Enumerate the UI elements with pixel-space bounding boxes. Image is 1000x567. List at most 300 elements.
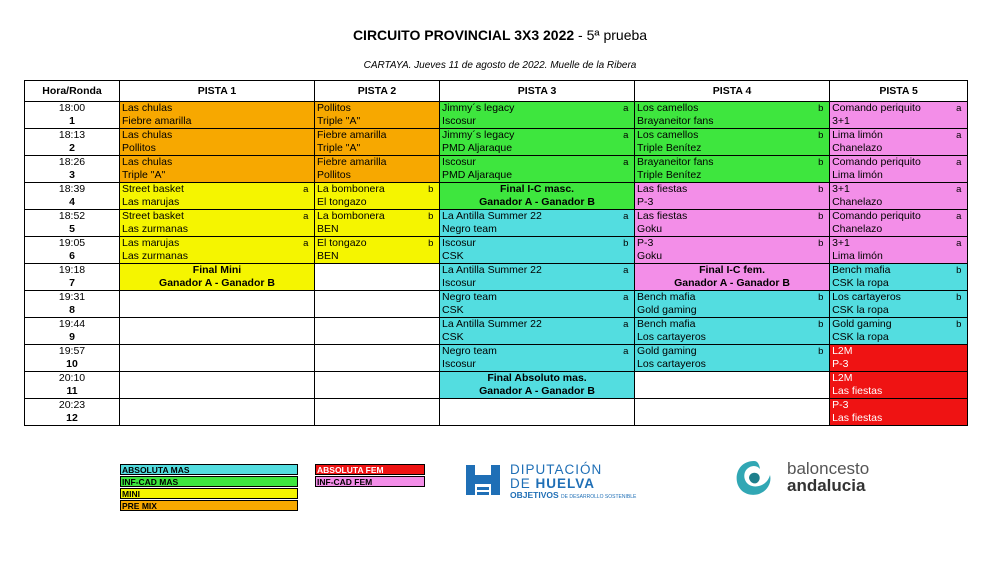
- group-letter-blank: [618, 412, 635, 426]
- team-home: L2M: [830, 372, 951, 386]
- group-letter-blank: [423, 115, 440, 129]
- group-letter-blank: [618, 358, 635, 372]
- team-away: Las fiestas: [830, 412, 951, 426]
- group-letter-blank: [423, 385, 440, 399]
- team-home: Fiebre amarilla: [315, 156, 423, 170]
- group-letter: [423, 264, 440, 278]
- group-letter-blank: [813, 196, 830, 210]
- baloncesto-line2: andalucia: [787, 476, 866, 495]
- team-home: P-3: [830, 399, 951, 413]
- slot-round: 12: [25, 412, 120, 426]
- schedule-body: [25, 102, 968, 426]
- team-home: Los camellos: [635, 129, 813, 143]
- team-away: Las fiestas: [830, 385, 951, 399]
- team-away: El tongazo: [315, 196, 423, 210]
- team-home: Los camellos: [635, 102, 813, 116]
- team-away: [315, 385, 423, 399]
- team-away: 3+1: [830, 115, 951, 129]
- col-header-time: Hora/Ronda: [25, 81, 120, 102]
- team-away: [120, 358, 298, 372]
- table-row: [25, 291, 968, 305]
- slot-round: 1: [25, 115, 120, 129]
- title-suffix: - 5ª prueba: [574, 27, 648, 43]
- team-away: Lima limón: [830, 169, 951, 183]
- baloncesto-line1: baloncesto: [787, 459, 870, 478]
- table-row: [25, 277, 968, 291]
- team-away: Las marujas: [120, 196, 298, 210]
- group-letter-blank: [951, 196, 968, 210]
- team-home: Iscosur: [440, 237, 618, 251]
- group-letter-blank: [298, 142, 315, 156]
- group-letter-blank: [423, 331, 440, 345]
- slot-round: 9: [25, 331, 120, 345]
- group-letter: [951, 372, 968, 386]
- team-away: Pollitos: [315, 169, 423, 183]
- table-row: [25, 196, 968, 210]
- team-home: Bench mafia: [635, 291, 813, 305]
- table-row: [25, 372, 968, 386]
- group-letter-blank: [618, 304, 635, 318]
- team-away: [120, 331, 298, 345]
- group-letter: b: [423, 237, 440, 251]
- team-away: Chanelazo: [830, 223, 951, 237]
- group-letter: [298, 129, 315, 143]
- team-home: Las fiestas: [635, 210, 813, 224]
- table-row: [25, 358, 968, 372]
- team-away: Iscosur: [440, 277, 618, 291]
- table-row: [25, 412, 968, 426]
- team-home: Los cartayeros: [830, 291, 951, 305]
- category-legend: [120, 464, 425, 512]
- team-home: Las fiestas: [635, 183, 813, 197]
- group-letter: [951, 399, 968, 413]
- team-away: CSK la ropa: [830, 331, 951, 345]
- group-letter: a: [298, 183, 315, 197]
- team-away: Los cartayeros: [635, 358, 813, 372]
- team-home: [120, 318, 298, 332]
- team-away: Negro team: [440, 223, 618, 237]
- page-title: [0, 27, 1000, 43]
- group-letter-blank: [813, 250, 830, 264]
- slot-round: 7: [25, 277, 120, 291]
- team-away: Triple "A": [315, 142, 423, 156]
- team-away: Goku: [635, 250, 813, 264]
- group-letter-blank: [298, 304, 315, 318]
- table-row: [25, 102, 968, 116]
- group-letter: [423, 156, 440, 170]
- team-home: Comando periquito: [830, 102, 951, 116]
- table-row: [25, 345, 968, 359]
- group-letter: [298, 291, 315, 305]
- schedule-table: [24, 80, 968, 426]
- team-home: Comando periquito: [830, 210, 951, 224]
- team-away: [315, 358, 423, 372]
- team-home: La bombonera: [315, 210, 423, 224]
- team-home: [315, 372, 423, 386]
- group-letter-blank: [298, 331, 315, 345]
- slot-time: 19:05: [25, 237, 120, 251]
- group-letter-blank: [618, 331, 635, 345]
- group-letter: a: [298, 237, 315, 251]
- col-header-pista-2: PISTA 2: [315, 81, 440, 102]
- group-letter-blank: [813, 412, 830, 426]
- slot-round: 4: [25, 196, 120, 210]
- group-letter-blank: [423, 223, 440, 237]
- group-letter-blank: [423, 169, 440, 183]
- table-row: [25, 331, 968, 345]
- group-letter: a: [951, 237, 968, 251]
- team-away: Chanelazo: [830, 196, 951, 210]
- group-letter: [813, 399, 830, 413]
- group-letter: a: [618, 264, 635, 278]
- team-home: La bombonera: [315, 183, 423, 197]
- team-away: Gold gaming: [635, 304, 813, 318]
- diputacion-line1: DIPUTACIÓN: [510, 462, 603, 477]
- team-home: Las marujas: [120, 237, 298, 251]
- group-letter: [423, 318, 440, 332]
- team-away: Lima limón: [830, 250, 951, 264]
- baloncesto-andalucia-logo: [733, 456, 893, 500]
- legend-item: PRE MIX: [120, 500, 298, 511]
- slot-round: 8: [25, 304, 120, 318]
- team-home: P-3: [635, 237, 813, 251]
- slot-round: 2: [25, 142, 120, 156]
- group-letter-blank: [813, 331, 830, 345]
- team-away: [315, 412, 423, 426]
- group-letter: b: [423, 183, 440, 197]
- group-letter-blank: [423, 304, 440, 318]
- group-letter: a: [951, 210, 968, 224]
- group-letter: b: [813, 183, 830, 197]
- group-letter-blank: [951, 250, 968, 264]
- team-away: CSK la ropa: [830, 304, 951, 318]
- group-letter: a: [951, 156, 968, 170]
- group-letter-blank: [951, 412, 968, 426]
- group-letter-blank: [618, 142, 635, 156]
- team-home: [440, 399, 618, 413]
- team-home: 3+1: [830, 237, 951, 251]
- group-letter-blank: [298, 115, 315, 129]
- team-away: Triple "A": [120, 169, 298, 183]
- group-letter: [298, 156, 315, 170]
- team-away: [315, 304, 423, 318]
- team-away: PMD Aljaraque: [440, 169, 618, 183]
- group-letter: [298, 318, 315, 332]
- group-letter: a: [618, 129, 635, 143]
- team-home: Las chulas: [120, 102, 298, 116]
- team-away: [120, 304, 298, 318]
- diputacion-h-icon: [463, 463, 503, 497]
- baloncesto-swirl-icon: [733, 458, 775, 498]
- slot-time: 18:26: [25, 156, 120, 170]
- group-letter: b: [813, 210, 830, 224]
- table-row: [25, 264, 968, 278]
- slot-time: 19:18: [25, 264, 120, 278]
- table-row: [25, 223, 968, 237]
- table-row: [25, 210, 968, 224]
- team-away: [120, 412, 298, 426]
- col-header-pista-4: PISTA 4: [635, 81, 830, 102]
- group-letter-blank: [951, 385, 968, 399]
- col-header-pista-5: PISTA 5: [830, 81, 968, 102]
- table-row: [25, 250, 968, 264]
- group-letter-blank: [298, 385, 315, 399]
- legend-item: MINI: [120, 488, 298, 499]
- group-letter-blank: [423, 142, 440, 156]
- group-letter: [298, 345, 315, 359]
- group-letter: b: [951, 318, 968, 332]
- team-home: Iscosur: [440, 156, 618, 170]
- group-letter: a: [618, 210, 635, 224]
- final-matchup: Ganador A - Ganador B: [120, 277, 315, 291]
- table-row: [25, 142, 968, 156]
- team-home: L2M: [830, 345, 951, 359]
- team-home: [120, 345, 298, 359]
- group-letter-blank: [298, 196, 315, 210]
- col-header-pista-3: PISTA 3: [440, 81, 635, 102]
- group-letter: [618, 399, 635, 413]
- team-away: CSK: [440, 304, 618, 318]
- team-home: Lima limón: [830, 129, 951, 143]
- group-letter-blank: [298, 412, 315, 426]
- team-away: PMD Aljaraque: [440, 142, 618, 156]
- team-away: [315, 331, 423, 345]
- team-home: La Antilla Summer 22: [440, 318, 618, 332]
- team-away: Triple Benítez: [635, 169, 813, 183]
- group-letter-blank: [951, 169, 968, 183]
- group-letter: b: [813, 345, 830, 359]
- slot-time: 20:23: [25, 399, 120, 413]
- group-letter-blank: [618, 223, 635, 237]
- group-letter: b: [423, 210, 440, 224]
- group-letter: b: [813, 291, 830, 305]
- final-matchup: Ganador A - Ganador B: [635, 277, 830, 291]
- group-letter-blank: [618, 277, 635, 291]
- team-home: Pollitos: [315, 102, 423, 116]
- group-letter-blank: [951, 223, 968, 237]
- team-away: [440, 412, 618, 426]
- team-away: Triple "A": [315, 115, 423, 129]
- slot-round: 11: [25, 385, 120, 399]
- group-letter: a: [951, 129, 968, 143]
- slot-time: 20:10: [25, 372, 120, 386]
- team-away: Iscosur: [440, 115, 618, 129]
- slot-round: 10: [25, 358, 120, 372]
- diputacion-huelva-logo: [463, 460, 637, 502]
- group-letter-blank: [423, 250, 440, 264]
- team-home: [120, 291, 298, 305]
- team-away: Iscosur: [440, 358, 618, 372]
- group-letter-blank: [423, 277, 440, 291]
- team-home: [315, 264, 423, 278]
- team-home: Comando periquito: [830, 156, 951, 170]
- team-home: Bench mafia: [830, 264, 951, 278]
- group-letter-blank: [618, 250, 635, 264]
- diputacion-objetivos: OBJETIVOS: [510, 490, 559, 500]
- team-away: Fiebre amarilla: [120, 115, 298, 129]
- group-letter: a: [618, 345, 635, 359]
- slot-time: 18:52: [25, 210, 120, 224]
- final-matchup: Ganador A - Ganador B: [440, 385, 635, 399]
- team-away: P-3: [635, 196, 813, 210]
- team-away: Triple Benítez: [635, 142, 813, 156]
- final-title: Final Mini: [120, 264, 315, 278]
- group-letter: [298, 102, 315, 116]
- team-home: [120, 399, 298, 413]
- group-letter: b: [813, 156, 830, 170]
- group-letter-blank: [423, 196, 440, 210]
- team-home: Gold gaming: [830, 318, 951, 332]
- team-away: Las zurmanas: [120, 223, 298, 237]
- group-letter: [423, 102, 440, 116]
- team-away: P-3: [830, 358, 951, 372]
- diputacion-line2: [510, 476, 595, 491]
- legend-item: ABSOLUTA MAS: [120, 464, 298, 475]
- team-home: Street basket: [120, 210, 298, 224]
- team-home: [635, 399, 813, 413]
- slot-time: 19:44: [25, 318, 120, 332]
- legend-item: INF-CAD FEM: [315, 476, 425, 487]
- page-subtitle: CARTAYA. Jueves 11 de agosto de 2022. Muelle de la Ribera: [363, 60, 637, 71]
- table-row: [25, 399, 968, 413]
- table-row: [25, 385, 968, 399]
- group-letter: b: [813, 318, 830, 332]
- team-home: Brayaneitor fans: [635, 156, 813, 170]
- team-home: Bench mafia: [635, 318, 813, 332]
- team-home: [635, 372, 813, 386]
- team-away: CSK: [440, 331, 618, 345]
- group-letter-blank: [813, 358, 830, 372]
- table-row: [25, 129, 968, 143]
- group-letter-blank: [813, 115, 830, 129]
- team-home: Jimmy´s legacy: [440, 129, 618, 143]
- group-letter: [298, 399, 315, 413]
- legend-item: ABSOLUTA FEM: [315, 464, 425, 475]
- group-letter: b: [813, 237, 830, 251]
- group-letter-blank: [951, 142, 968, 156]
- team-home: [315, 291, 423, 305]
- table-row: [25, 156, 968, 170]
- team-home: [315, 399, 423, 413]
- slot-time: 18:13: [25, 129, 120, 143]
- team-home: Negro team: [440, 345, 618, 359]
- team-home: Las chulas: [120, 129, 298, 143]
- table-row: [25, 183, 968, 197]
- group-letter-blank: [298, 358, 315, 372]
- group-letter-blank: [423, 412, 440, 426]
- header-row: [25, 81, 968, 102]
- team-away: [120, 385, 298, 399]
- diputacion-line3: [510, 490, 636, 500]
- table-row: [25, 304, 968, 318]
- group-letter: b: [951, 291, 968, 305]
- team-home: Street basket: [120, 183, 298, 197]
- team-away: [635, 385, 813, 399]
- group-letter-blank: [951, 304, 968, 318]
- final-matchup: Ganador A - Ganador B: [440, 196, 635, 210]
- group-letter: [423, 372, 440, 386]
- group-letter: a: [618, 318, 635, 332]
- group-letter: a: [951, 102, 968, 116]
- team-away: CSK: [440, 250, 618, 264]
- group-letter-blank: [951, 277, 968, 291]
- final-title: Final I-C fem.: [635, 264, 830, 278]
- group-letter-blank: [813, 385, 830, 399]
- group-letter-blank: [423, 358, 440, 372]
- group-letter-blank: [618, 169, 635, 183]
- team-home: [120, 372, 298, 386]
- team-home: Jimmy´s legacy: [440, 102, 618, 116]
- group-letter: b: [813, 102, 830, 116]
- group-letter: [951, 345, 968, 359]
- diputacion-ods: DE DESARROLLO SOSTENIBLE: [561, 494, 637, 500]
- team-away: Las zurmanas: [120, 250, 298, 264]
- group-letter: [423, 291, 440, 305]
- group-letter: b: [618, 237, 635, 251]
- team-away: CSK la ropa: [830, 277, 951, 291]
- table-row: [25, 169, 968, 183]
- team-home: La Antilla Summer 22: [440, 264, 618, 278]
- slot-time: 19:57: [25, 345, 120, 359]
- team-home: Fiebre amarilla: [315, 129, 423, 143]
- group-letter-blank: [951, 331, 968, 345]
- group-letter: a: [951, 183, 968, 197]
- group-letter: a: [618, 291, 635, 305]
- team-home: 3+1: [830, 183, 951, 197]
- slot-round: 5: [25, 223, 120, 237]
- group-letter: [423, 129, 440, 143]
- legend-item: INF-CAD MAS: [120, 476, 298, 487]
- col-header-pista-1: PISTA 1: [120, 81, 315, 102]
- team-away: [315, 277, 423, 291]
- slot-time: 19:31: [25, 291, 120, 305]
- final-title: Final Absoluto mas.: [440, 372, 635, 386]
- table-row: [25, 237, 968, 251]
- team-away: Pollitos: [120, 142, 298, 156]
- team-home: El tongazo: [315, 237, 423, 251]
- slot-time: 18:39: [25, 183, 120, 197]
- team-away: Los cartayeros: [635, 331, 813, 345]
- group-letter-blank: [813, 223, 830, 237]
- group-letter: [423, 345, 440, 359]
- team-away: BEN: [315, 250, 423, 264]
- group-letter: [298, 372, 315, 386]
- group-letter-blank: [951, 115, 968, 129]
- group-letter: a: [618, 102, 635, 116]
- group-letter: b: [951, 264, 968, 278]
- group-letter: [423, 399, 440, 413]
- group-letter: b: [813, 129, 830, 143]
- group-letter-blank: [298, 169, 315, 183]
- slot-round: 3: [25, 169, 120, 183]
- team-away: Chanelazo: [830, 142, 951, 156]
- team-home: Las chulas: [120, 156, 298, 170]
- team-home: [315, 345, 423, 359]
- team-home: Negro team: [440, 291, 618, 305]
- group-letter-blank: [813, 142, 830, 156]
- team-home: La Antilla Summer 22: [440, 210, 618, 224]
- slot-round: 6: [25, 250, 120, 264]
- group-letter: a: [298, 210, 315, 224]
- group-letter: [813, 372, 830, 386]
- diputacion-huelva: HUELVA: [535, 476, 596, 491]
- group-letter: a: [618, 156, 635, 170]
- group-letter-blank: [813, 304, 830, 318]
- diputacion-de: DE: [510, 476, 536, 491]
- title-main: CIRCUITO PROVINCIAL 3X3 2022: [352, 27, 575, 43]
- team-home: Gold gaming: [635, 345, 813, 359]
- group-letter-blank: [618, 115, 635, 129]
